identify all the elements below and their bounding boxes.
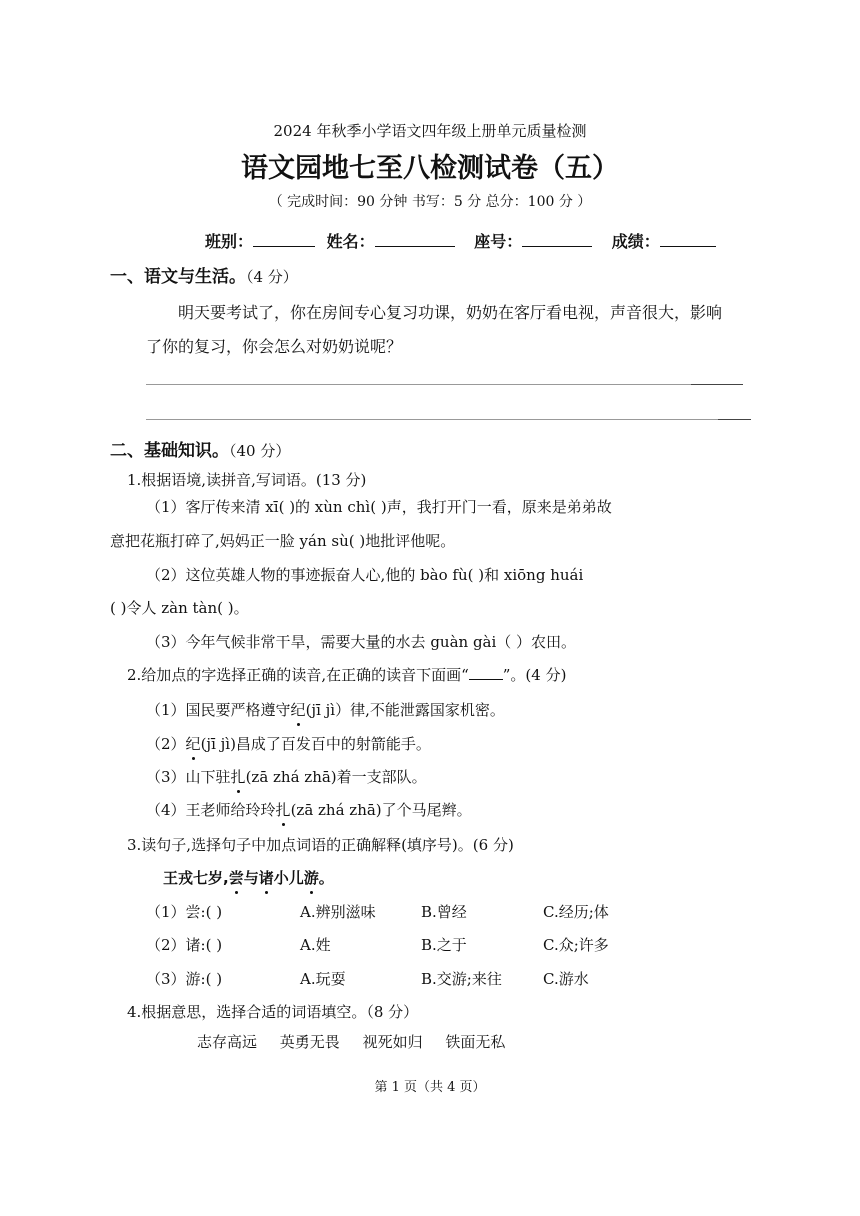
q3-row-2-option-c: C.众;许多 xyxy=(543,936,609,954)
class-label: 班别： xyxy=(205,232,254,251)
q1-line-3: （2）这位英雄人物的事迹振奋人心,他的 bào fù( )和 xiōng huái xyxy=(146,566,584,584)
answer-line-2[interactable] xyxy=(146,419,718,420)
q3-row-3-label: （3）游:( ) xyxy=(146,970,223,988)
q2-item-1-dotted-char: 纪 xyxy=(290,701,306,719)
page-number: 第 1 页（共 4 页） xyxy=(374,1080,486,1095)
q3-row-3-option-b: B.交游;来往 xyxy=(421,970,502,988)
q1-line-4: ( )令人 zàn tàn( )。 xyxy=(110,599,249,617)
q3-sentence-b: 与 xyxy=(243,869,259,887)
section-2-heading xyxy=(110,436,290,461)
q3-title: 3.读句子,选择句子中加点词语的正确解释(填序号)。(6 分) xyxy=(127,836,514,854)
q3-row-1-option-a: A.辨别滋味 xyxy=(300,903,376,921)
q3-row-3-option-a: A.玩耍 xyxy=(300,970,346,988)
seat-label: 座号： xyxy=(474,232,523,251)
q4-title: 4.根据意思，选择合适的词语填空。（8 分） xyxy=(127,1003,419,1021)
q3-row-2-option-a: A.姓 xyxy=(300,936,331,954)
q1-line-5: （3）今年气候非常干旱，需要大量的水去 guàn gài（ ）农田。 xyxy=(146,633,577,651)
q4-word-2: 英勇无畏 xyxy=(279,1033,340,1051)
q1-line-2: 意把花瓶打碎了,妈妈正一脸 yán sù( )地批评他呢。 xyxy=(110,532,456,550)
section-1-para-line-1: 明天要考试了，你在房间专心复习功课，奶奶在客厅看电视，声音很大，影响 xyxy=(178,303,723,322)
q2-item-4 xyxy=(146,799,472,820)
exam-title: 语文园地七至八检测试卷（五） xyxy=(241,153,619,184)
q3-row-1-option-b: B.曾经 xyxy=(421,903,467,921)
q2-item-1-text-a: （1）国民要严格遵守 xyxy=(146,701,291,719)
q3-dotted-char-2: 诸 xyxy=(258,869,274,887)
seat-blank[interactable] xyxy=(522,232,592,247)
q3-row-2-label: （2）诸:( ) xyxy=(146,936,223,954)
section-2-title: 二、基础知识。 xyxy=(110,441,229,461)
q4-word-1: 志存高远 xyxy=(197,1033,258,1051)
q4-word-3: 视死如归 xyxy=(362,1033,423,1051)
q3-row-3-option-c: C.游水 xyxy=(543,970,589,988)
exam-info: （ 完成时间：90 分钟 书写：5 分 总分：100 分 ） xyxy=(268,194,592,210)
name-blank[interactable] xyxy=(375,232,455,247)
q2-item-3 xyxy=(146,766,427,787)
q2-item-4-dotted-char: 扎 xyxy=(275,801,291,819)
exam-subtitle: 2024 年秋季小学语文四年级上册单元质量检测 xyxy=(273,122,587,140)
q3-sentence-d: 。 xyxy=(318,869,334,887)
q2-item-2-dotted-char: 纪 xyxy=(185,735,201,753)
section-1-heading xyxy=(110,262,298,287)
q2-item-4-text-b: (zā zhá zhā)了个马尾辫。 xyxy=(290,801,472,819)
q2-item-1-text-b: (jī jì）律,不能泄露国家机密。 xyxy=(305,701,505,719)
q1-title: 1.根据语境,读拼音,写词语。(13 分) xyxy=(127,471,367,489)
q2-item-3-text-a: （3）山下驻 xyxy=(146,768,231,786)
q2-item-2-text-b: (jī jì)昌成了百发百中的射箭能手。 xyxy=(200,735,431,753)
q2-title-start: 2.给加点的字选择正确的读音,在正确的读音下面画“ xyxy=(127,666,469,684)
q1-line-1: （1）客厅传来清 xī( )的 xùn chì( )声，我打开门一看，原来是弟弟故 xyxy=(146,498,612,516)
score-label: 成绩： xyxy=(611,232,660,251)
class-blank[interactable] xyxy=(253,232,315,247)
section-2-points: （40 分） xyxy=(229,442,291,460)
q3-dotted-char-1: 尝 xyxy=(228,869,244,887)
q2-item-1 xyxy=(146,699,505,720)
q2-item-4-text-a: （4）王老师给玲玲 xyxy=(146,801,276,819)
q3-row-1-label: （1）尝:( ) xyxy=(146,903,223,921)
answer-line-1[interactable] xyxy=(146,384,691,385)
section-1-title: 一、语文与生活。 xyxy=(110,267,246,287)
q2-underline-sample xyxy=(469,667,503,680)
q2-item-3-text-b: (zā zhá zhā)着一支部队。 xyxy=(245,768,427,786)
q3-sentence-a: 王戎七岁, xyxy=(163,869,229,887)
answer-line-1-end xyxy=(691,384,743,385)
q3-dotted-char-3: 游 xyxy=(303,869,319,887)
q3-sentence xyxy=(163,867,334,888)
section-1-points: （4 分） xyxy=(246,268,298,286)
q4-word-4: 铁面无私 xyxy=(445,1033,506,1051)
score-blank[interactable] xyxy=(660,232,716,247)
q2-title-end: ”。(4 分) xyxy=(502,666,567,684)
q3-row-1-option-c: C.经历;体 xyxy=(543,903,609,921)
name-label: 姓名： xyxy=(326,232,375,251)
q2-item-2 xyxy=(146,733,431,754)
q3-row-2-option-b: B.之于 xyxy=(421,936,467,954)
section-1-para-line-2: 了你的复习，你会怎么对奶奶说呢？ xyxy=(146,337,403,356)
q2-title xyxy=(127,664,566,685)
q2-item-3-dotted-char: 扎 xyxy=(230,768,246,786)
answer-line-2-end xyxy=(718,419,751,420)
q4-word-bank xyxy=(197,1031,505,1052)
q2-item-2-text-a: （2） xyxy=(146,735,186,753)
q3-sentence-c: 小儿 xyxy=(273,869,304,887)
student-fields xyxy=(205,229,716,252)
